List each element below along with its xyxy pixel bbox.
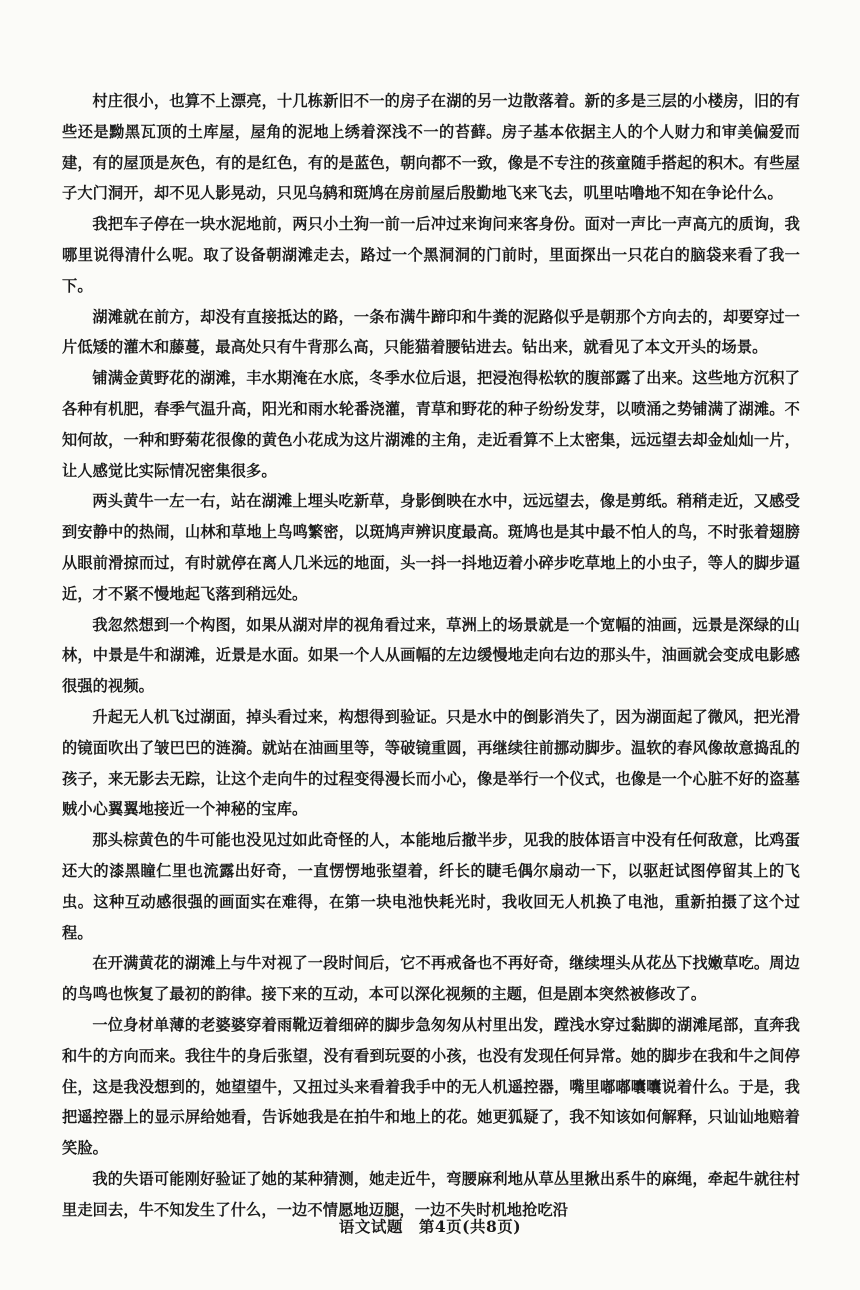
paragraph-8: 那头棕黄色的牛可能也没见过如此奇怪的人，本能地后撤半步，见我的肢体语言中没有任何敌意，比鸡蛋还大的漆黑瞳仁里也流露出好奇，一直愣愣地张望着，纤长的睫毛偶尔扇动一下，以驱赶试图停留其上的飞虫。这种互动感很强的画面实在难得，在第一块电池快耗光时，我收回无人机换了电池，重新拍摄了这个过程。 bbox=[62, 831, 800, 942]
paragraph-5: 两头黄牛一左一右，站在湖滩上埋头吃新草，身影倒映在水中，远远望去，像是剪纸。稍稍走近，又感受到安静中的热闹，山林和草地上鸟鸣繁密，以斑鸠声辨识度最高。斑鸠也是其中最不怕人的鸟，不时张着翅膀从眼前滑掠而过，有时就停在离人几米远的地面，头一抖一抖地迈着小碎步吃草地上的小虫子，等人的脚步逼近，才不紧不慢地起飞落到稍远处。 bbox=[62, 492, 800, 603]
paragraph-11: 我的失语可能刚好验证了她的某种猜测，她走近牛，弯腰麻利地从草丛里揪出系牛的麻绳，牵起牛就往村里走回去，牛不知发生了什么，一边不情愿地迈腿，一边不失时机地抢吃沿 bbox=[62, 1169, 800, 1219]
paragraph-3: 湖滩就在前方，却没有直接抵达的路，一条布满牛蹄印和牛粪的泥路似乎是朝那个方向去的，却要穿过一片低矮的灌木和藤蔓，最高处只有牛背那么高，只能猫着腰钻进去。钻出来，就看见了本文开头的场景。 bbox=[62, 307, 800, 357]
paragraph-9: 在开满黄花的湖滩上与牛对视了一段时间后，它不再戒备也不再好奇，继续埋头从花丛下找嫩草吃。周边的鸟鸣也恢复了最初的韵律。接下来的互动，本可以深化视频的主题，但是剧本突然被修改了。 bbox=[62, 954, 800, 1004]
paragraph-7: 升起无人机飞过湖面，掉头看过来，构想得到验证。只是水中的倒影消失了，因为湖面起了微风，把光滑的镜面吹出了皱巴巴的涟漪。就站在油画里等，等破镜重圆，再继续往前挪动脚步。温软的春风像故意捣乱的孩子，来无影去无踪，让这个走向牛的过程变得漫长而小心，像是举行一个仪式，也像是一个心脏不好的盗墓贼小心翼翼地接近一个神秘的宝库。 bbox=[62, 707, 800, 819]
paragraph-6: 我忽然想到一个构图，如果从湖对岸的视角看过来，草洲上的场景就是一个宽幅的油画，远景是深绿的山林，中景是牛和湖滩，近景是水面。如果一个人从画幅的左边缓慢地走向右边的那头牛，油画就会变成电影感很强的视频。 bbox=[62, 615, 800, 696]
paragraph-2: 我把车子停在一块水泥地前，两只小土狗一前一后冲过来询问来客身份。面对一声比一声高亢的质询，我哪里说得清什么呢。取了设备朝湖滩走去，路过一个黑洞洞的门前时，里面探出一只花白的脑袋来看了我一下。 bbox=[62, 215, 800, 295]
paragraph-4: 铺满金黄野花的湖滩，丰水期淹在水底，冬季水位后退，把浸泡得松软的腹部露了出来。这些地方沉积了各种有机肥，春季气温升高，阳光和雨水轮番浇灌，青草和野花的种子纷纷发芽，以喷涌之势铺满了湖滩。不知何故，一种和野菊花很像的黄色小花成为这片湖滩的主角，走近看算不上太密集，远远望去却金灿灿一片，让人感觉比实际情况密集很多。 bbox=[62, 369, 800, 480]
page-footer: 语文试题 第4页(共8页) bbox=[338, 1217, 522, 1236]
paragraph-10: 一位身材单薄的老婆婆穿着雨靴迈着细碎的脚步急匆匆从村里出发，蹚浅水穿过黏脚的湖滩尾部，直奔我和牛的方向而来。我往牛的身后张望，没有看到玩耍的小孩，也没有发现任何异常。她的脚步在我和牛之间停住，这是我没想到的，她望望牛，又扭过头来看着我手中的无人机遥控器，嘴里嘟嘟囔囔说着什么。于是，我把遥控器上的显示屏给她看，告诉她我是在拍牛和地上的花。她更狐疑了，我不知该如何解释，只讪讪地赔着笑脸。 bbox=[62, 1015, 800, 1158]
page-body bbox=[62, 86, 800, 1225]
paragraph-1: 村庄很小，也算不上漂亮，十几栋新旧不一的房子在湖的另一边散落着。新的多是三层的小楼房，旧的有些还是黝黑瓦顶的土库屋，屋角的泥地上绣着深浅不一的苔藓。房子基本依据主人的个人财力和审美偏爱而建，有的屋顶是灰色，有的是红色，有的是蓝色，朝向都不一致，像是不专注的孩童随手搭起的积木。有些屋子大门洞开，却不见人影晃动，只见乌鸫和斑鸠在房前屋后殷勤地飞来飞去，叽里咕噜地不知在争论什么。 bbox=[62, 92, 800, 203]
